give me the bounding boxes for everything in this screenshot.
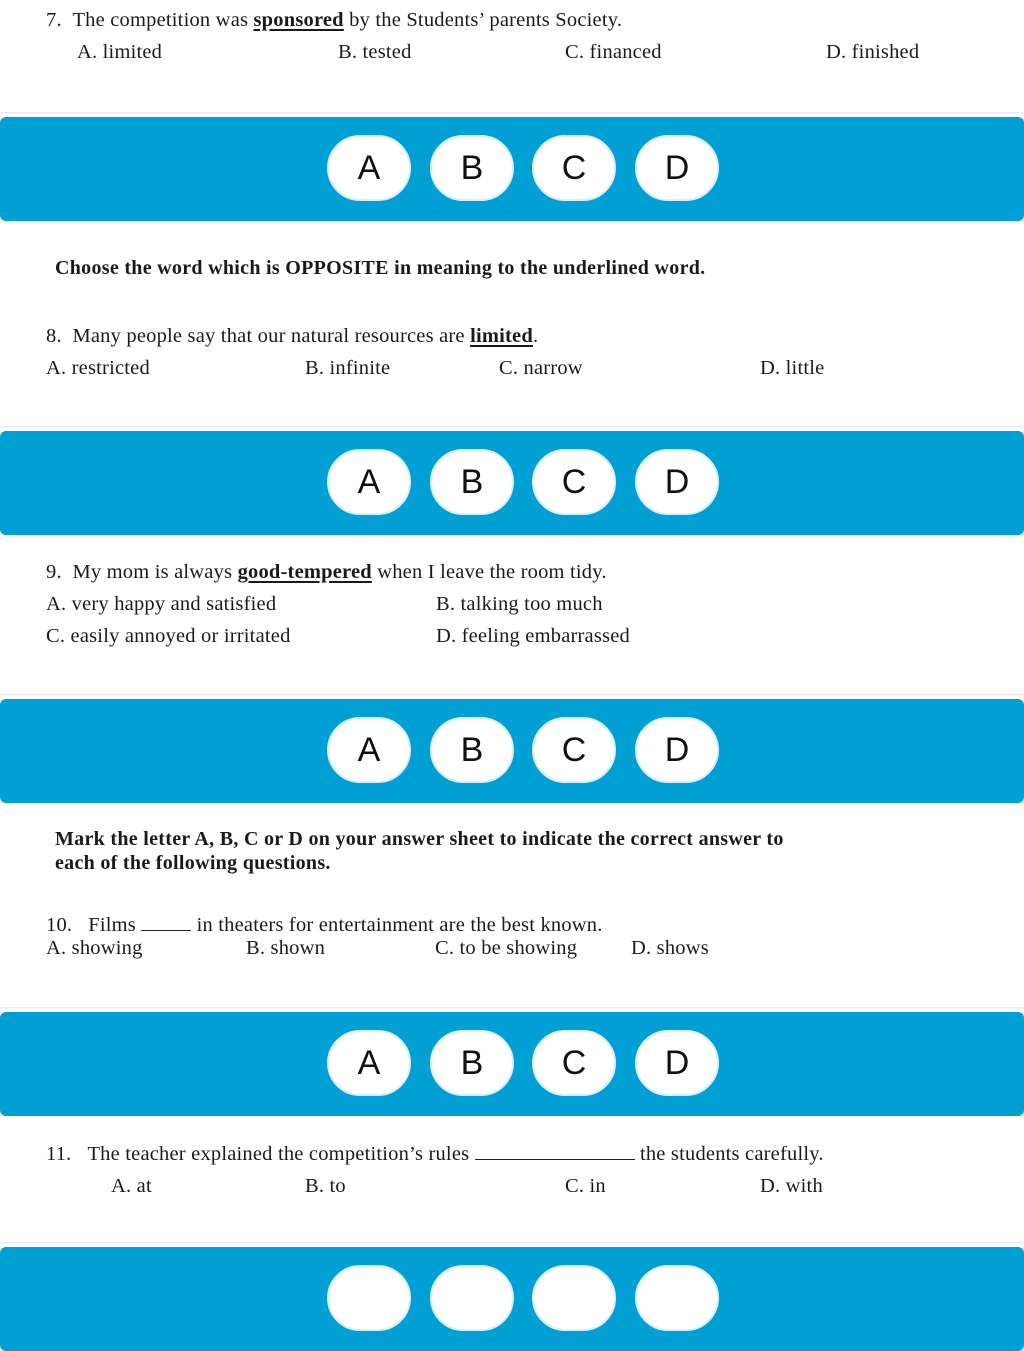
answer-bar-q8 — [0, 431, 1024, 535]
q7-option-a: A. limited — [77, 41, 163, 63]
question-11-card — [0, 1126, 1024, 1242]
underlined-word: sponsored — [253, 9, 344, 31]
question-9-card — [0, 544, 1024, 694]
answer-c-button[interactable] — [532, 1265, 616, 1331]
underlined-word: limited — [470, 325, 533, 347]
q7-option-b: B. tested — [338, 41, 412, 63]
answer-a-button[interactable]: A — [327, 1030, 411, 1096]
answer-bar-q7 — [0, 117, 1024, 221]
answer-d-button[interactable]: D — [635, 449, 719, 515]
q8-option-d: D. little — [760, 357, 825, 379]
q10-option-b: B. shown — [246, 937, 326, 959]
q8-option-b: B. infinite — [305, 357, 391, 379]
q8-option-c: C. narrow — [499, 357, 583, 379]
q11-option-a: A. at — [111, 1175, 152, 1197]
q11-option-c: C. in — [565, 1175, 606, 1197]
q10-option-a: A. showing — [46, 937, 143, 959]
answer-a-button[interactable] — [327, 1265, 411, 1331]
q7-option-d: D. finished — [826, 41, 920, 63]
answer-c-button[interactable]: C — [532, 449, 616, 515]
q8-option-a: A. restricted — [46, 357, 150, 379]
question-10-text: 10. Films in theaters for entertainment are the best known. — [46, 914, 603, 936]
q10-option-c: C. to be showing — [435, 937, 578, 959]
question-9-text: 9. My mom is always good-tempered when I leave the room tidy. — [46, 561, 607, 583]
question-8-card — [0, 230, 1024, 426]
answer-bar-q11 — [0, 1247, 1024, 1351]
answer-b-button[interactable]: B — [430, 449, 514, 515]
q9-option-a: A. very happy and satisfied — [46, 593, 277, 615]
q9-option-b: B. talking too much — [436, 593, 603, 615]
answer-c-button[interactable]: C — [532, 135, 616, 201]
q9-option-c: C. easily annoyed or irritated — [46, 625, 291, 647]
q7-option-c: C. financed — [565, 41, 662, 63]
instruction-mark-line-2: each of the following questions. — [55, 852, 331, 874]
answer-a-button[interactable]: A — [327, 135, 411, 201]
question-11-text: 11. The teacher explained the competition’s rules the students carefully. — [46, 1143, 824, 1165]
q9-option-d: D. feeling embarrassed — [436, 625, 630, 647]
answer-bar-q10 — [0, 1012, 1024, 1116]
question-10-card — [0, 813, 1024, 1007]
question-8-text: 8. Many people say that our natural resources are limited. — [46, 325, 539, 347]
question-7-text: 7. The competition was sponsored by the Students’ parents Society. — [46, 9, 623, 31]
question-7-card — [0, 0, 1024, 112]
answer-blank — [141, 929, 191, 931]
instruction-opposite: Choose the word which is OPPOSITE in meaning to the underlined word. — [55, 257, 706, 279]
q11-option-d: D. with — [760, 1175, 823, 1197]
answer-d-button[interactable]: D — [635, 135, 719, 201]
answer-c-button[interactable]: C — [532, 1030, 616, 1096]
answer-blank — [475, 1158, 635, 1160]
answer-d-button[interactable]: D — [635, 1030, 719, 1096]
answer-b-button[interactable]: B — [430, 1030, 514, 1096]
answer-b-button[interactable] — [430, 1265, 514, 1331]
instruction-mark-line-1: Mark the letter A, B, C or D on your answer sheet to indicate the correct answer to — [55, 828, 784, 850]
answer-d-button[interactable] — [635, 1265, 719, 1331]
answer-bar-q9 — [0, 699, 1024, 803]
answer-c-button[interactable]: C — [532, 717, 616, 783]
q10-option-d: D. shows — [631, 937, 709, 959]
underlined-word: good-tempered — [237, 561, 372, 583]
answer-b-button[interactable]: B — [430, 717, 514, 783]
answer-a-button[interactable]: A — [327, 717, 411, 783]
answer-a-button[interactable]: A — [327, 449, 411, 515]
q11-option-b: B. to — [305, 1175, 346, 1197]
answer-b-button[interactable]: B — [430, 135, 514, 201]
answer-d-button[interactable]: D — [635, 717, 719, 783]
